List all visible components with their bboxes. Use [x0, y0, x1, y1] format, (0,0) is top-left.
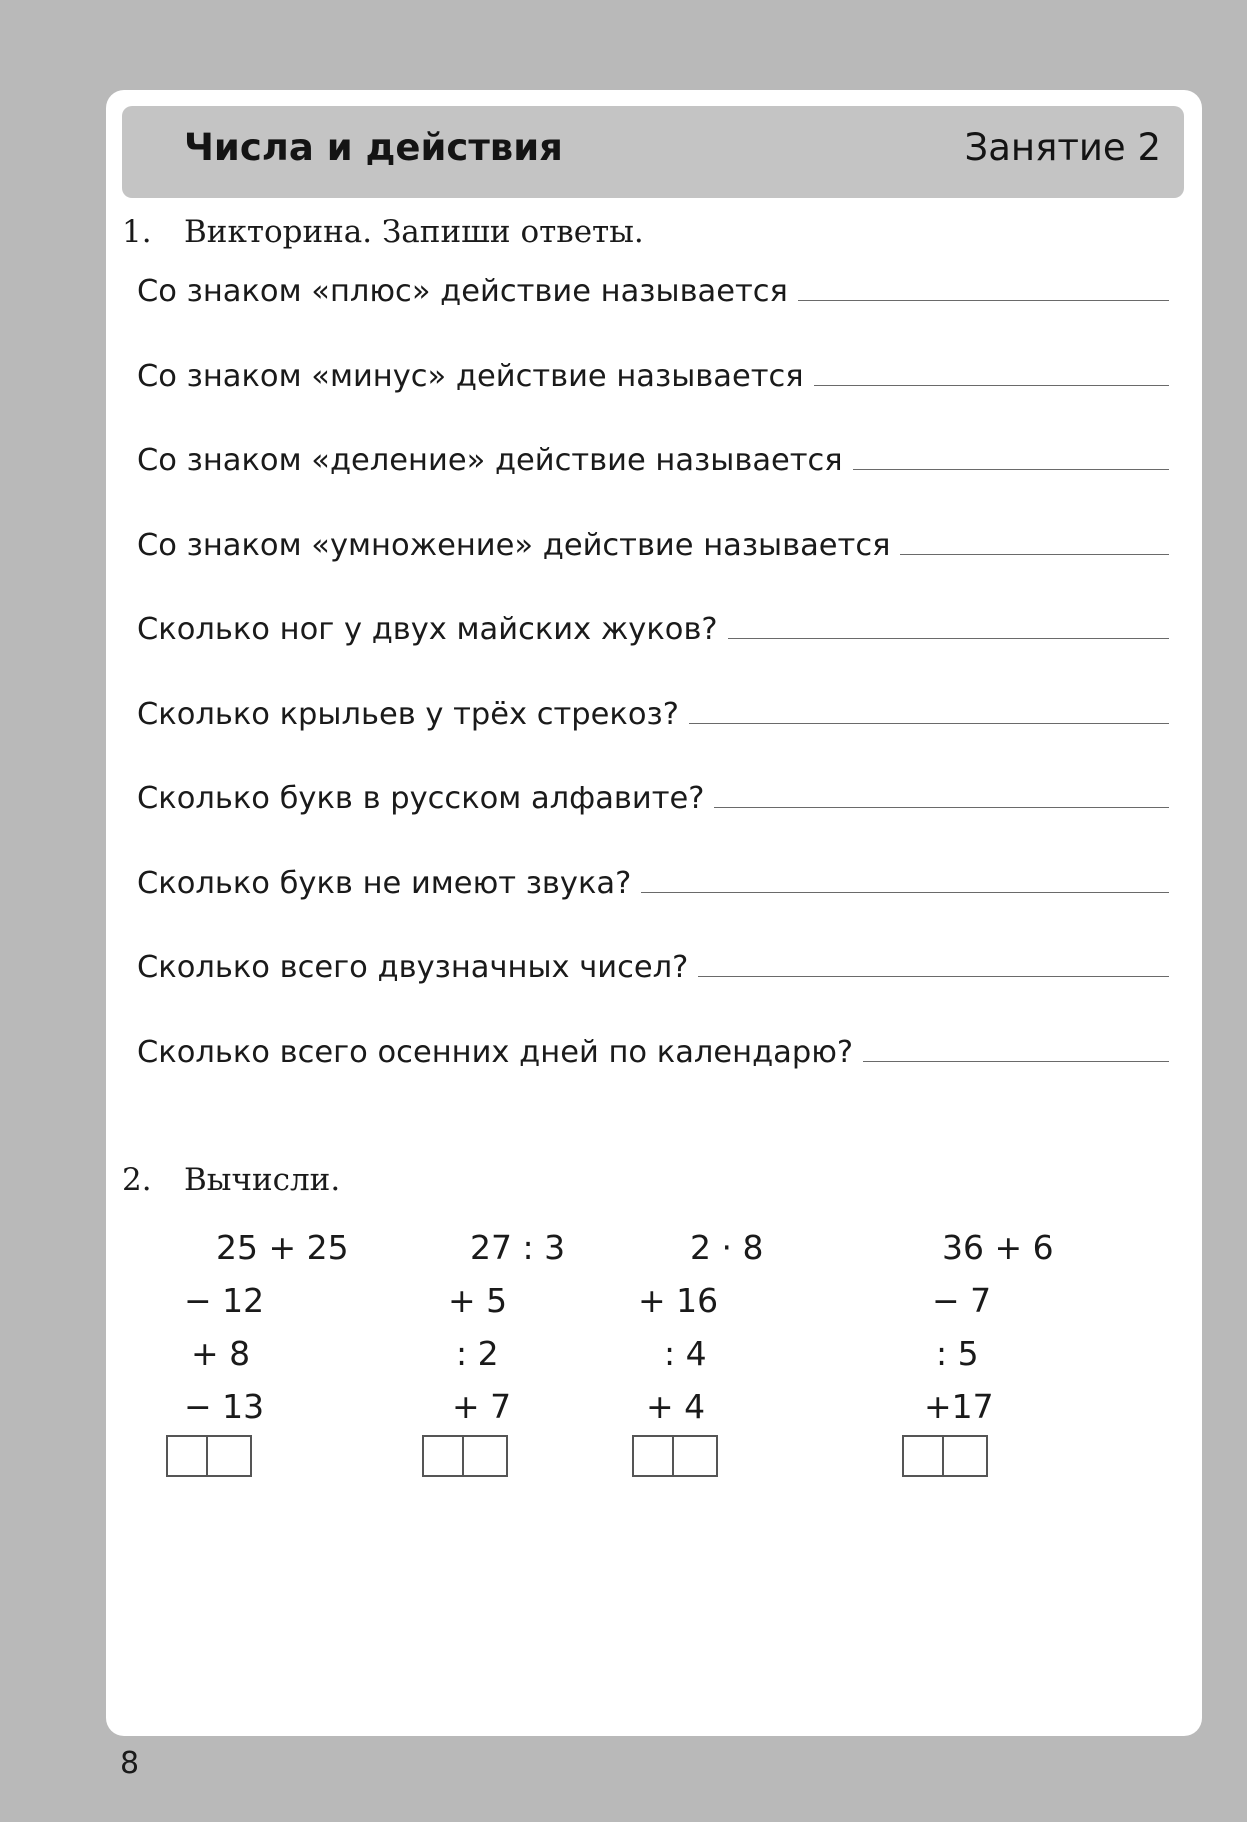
quiz-question: Сколько ног у двух майских жуков?: [137, 612, 718, 647]
quiz-question: Сколько крыльев у трёх стрекоз?: [137, 696, 679, 732]
chain-start: 2 · 8: [690, 1228, 764, 1267]
answer-cell[interactable]: [464, 1435, 508, 1477]
chain-step: : 5: [936, 1334, 979, 1373]
answer-cell[interactable]: [208, 1435, 252, 1477]
answer-line[interactable]: [689, 722, 1169, 724]
task1-instruction: Викторина. Запиши ответы.: [184, 214, 644, 250]
chain-step: + 16: [638, 1281, 719, 1320]
answer-line[interactable]: [863, 1060, 1169, 1062]
chain-step: − 13: [184, 1387, 265, 1426]
answer-line[interactable]: [698, 975, 1169, 977]
calc-chain-2: [422, 1228, 565, 1477]
answer-cell[interactable]: [902, 1435, 944, 1477]
quiz-item: [137, 1035, 1169, 1120]
quiz-question: Со знаком «минус» действие называется: [137, 358, 804, 394]
quiz-item: [137, 359, 1169, 444]
lesson-label: Занятие 2: [964, 126, 1161, 169]
quiz-item: [137, 697, 1169, 782]
quiz-item: [137, 528, 1169, 613]
quiz-question: Со знаком «умножение» действие называется: [137, 527, 891, 563]
answer-box[interactable]: [422, 1435, 565, 1477]
chain-step: + 4: [646, 1387, 706, 1426]
quiz-item: [137, 866, 1169, 951]
chain-start: 25 + 25: [216, 1228, 349, 1267]
answer-box[interactable]: [166, 1435, 349, 1477]
answer-line[interactable]: [853, 468, 1169, 470]
answer-line[interactable]: [814, 384, 1169, 386]
chain-step: + 5: [448, 1281, 508, 1320]
chain-step: +17: [924, 1387, 994, 1426]
quiz-item: [137, 612, 1169, 697]
chain-step: : 4: [664, 1334, 707, 1373]
quiz-question: Сколько букв в русском алфавите?: [137, 781, 705, 816]
answer-line[interactable]: [798, 299, 1169, 301]
quiz-list: [137, 274, 1169, 1119]
chain-start: 27 : 3: [470, 1228, 566, 1267]
quiz-item: [137, 950, 1169, 1035]
answer-cell[interactable]: [944, 1435, 988, 1477]
answer-cell[interactable]: [422, 1435, 464, 1477]
answer-cell[interactable]: [166, 1435, 208, 1477]
task1-heading: [122, 214, 644, 250]
quiz-question: Со знаком «плюс» действие называется: [137, 274, 788, 309]
chain-start: 36 + 6: [942, 1228, 1054, 1267]
quiz-question: Со знаком «деление» действие называется: [137, 443, 843, 478]
page-title: Числа и действия: [184, 126, 563, 169]
answer-line[interactable]: [641, 891, 1169, 893]
task2-heading: [122, 1162, 340, 1198]
calc-chain-1: [166, 1228, 349, 1477]
answer-line[interactable]: [728, 637, 1169, 639]
task1-number: 1.: [122, 214, 152, 250]
quiz-item: [137, 443, 1169, 528]
quiz-question: Сколько всего осенних дней по календарю?: [137, 1034, 854, 1070]
answer-cell[interactable]: [632, 1435, 674, 1477]
calc-chain-4: [902, 1228, 1054, 1477]
quiz-item: [137, 781, 1169, 866]
answer-box[interactable]: [632, 1435, 763, 1477]
chain-step: − 12: [184, 1281, 265, 1320]
chain-step: + 7: [452, 1387, 512, 1426]
calc-chain-3: [632, 1228, 763, 1477]
chain-step: − 7: [932, 1281, 992, 1320]
task2-instruction: Вычисли.: [184, 1162, 341, 1198]
chain-step: : 2: [456, 1334, 499, 1373]
quiz-item: [137, 274, 1169, 359]
quiz-question: Сколько всего двузначных чисел?: [137, 950, 689, 985]
task2-number: 2.: [122, 1162, 152, 1198]
answer-cell[interactable]: [674, 1435, 718, 1477]
answer-line[interactable]: [714, 806, 1169, 808]
answer-box[interactable]: [902, 1435, 1054, 1477]
page-number: 8: [120, 1746, 140, 1781]
chain-step: + 8: [191, 1334, 251, 1373]
answer-line[interactable]: [900, 553, 1169, 555]
quiz-question: Сколько букв не имеют звука?: [137, 865, 632, 901]
